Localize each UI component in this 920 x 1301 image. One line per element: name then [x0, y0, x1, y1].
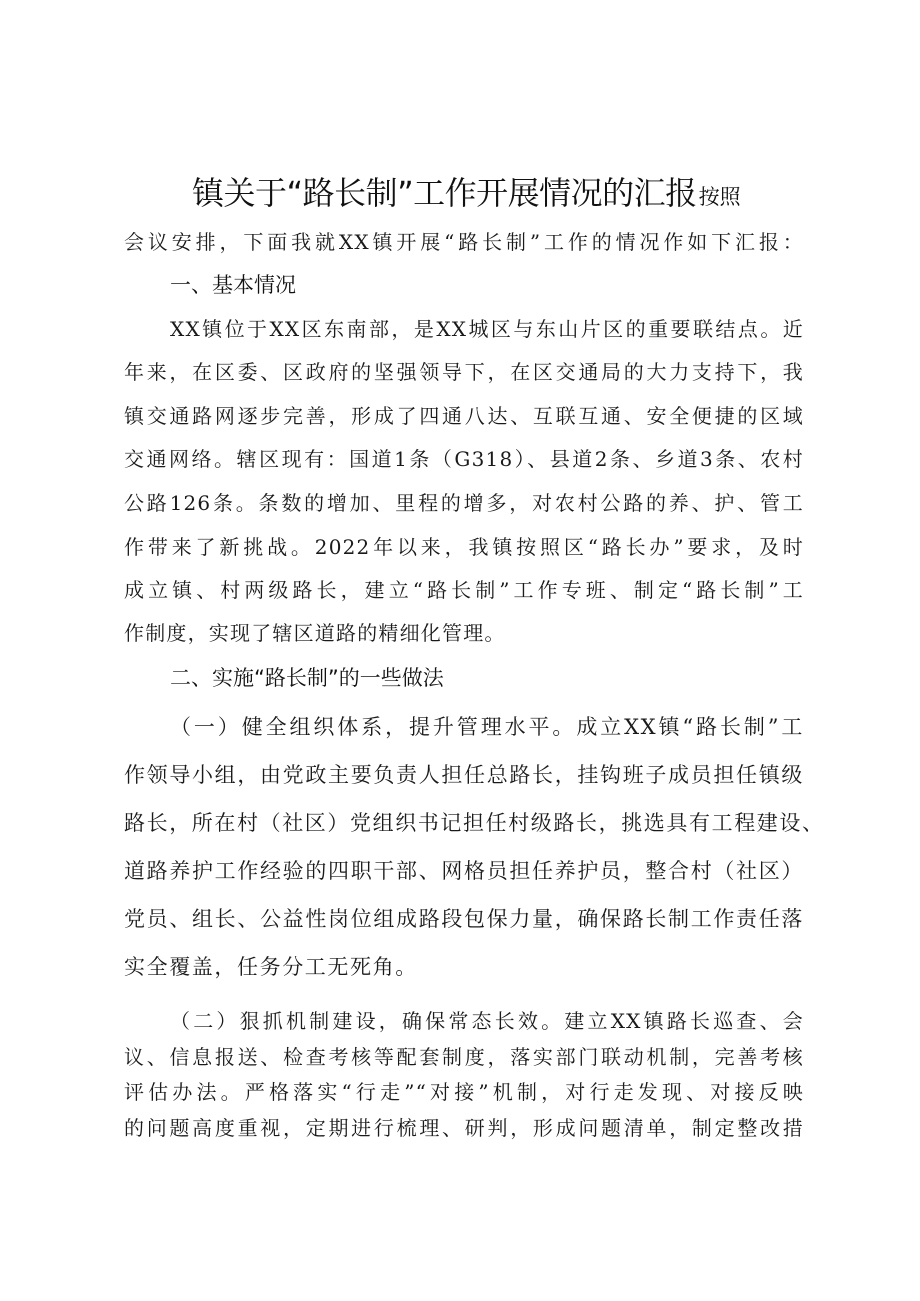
- paragraph-line: 道路养护工作经验的四职干部、网格员担任养护员，整合村（社区）: [124, 859, 804, 883]
- title-tail-text: 按照: [698, 185, 741, 209]
- paragraph-line: 作领导小组，由党政主要负责人担任总路长，挂钩班子成员担任镇级: [124, 763, 804, 787]
- paragraph-line: （一）健全组织体系，提升管理水平。成立XX镇“路长制”工: [170, 715, 804, 739]
- paragraph-line: XX镇位于XX区东南部，是XX城区与东山片区的重要联结点。近: [170, 317, 804, 341]
- section-heading-basic: 一、基本情况: [170, 273, 296, 297]
- paragraph-line: 实全覆盖，任务分工无死角。: [124, 955, 418, 979]
- paragraph-line: 作制度，实现了辖区道路的精细化管理。: [124, 621, 506, 645]
- paragraph-line: 的问题高度重视，定期进行梳理、研判，形成问题清单，制定整改措: [124, 1116, 804, 1140]
- paragraph-line: 作带来了新挑战。2022年以来，我镇按照区“路长办”要求，及时: [124, 535, 804, 559]
- paragraph-line: 年来，在区委、区政府的坚强领导下，在区交通局的大力支持下，我: [124, 360, 804, 384]
- paragraph-line: 议、信息报送、检查考核等配套制度，落实部门联动机制，完善考核: [124, 1045, 804, 1069]
- paragraph-line: 交通网络。辖区现有：国道1条（G318）、县道2条、乡道3条、农村: [124, 447, 804, 471]
- title-text: 镇关于“路长制”工作开展情况的汇报: [192, 174, 697, 212]
- document-title: [192, 168, 741, 214]
- paragraph-line: 公路126条。条数的增加、里程的增多，对农村公路的养、护、管工: [124, 491, 804, 515]
- paragraph-line: 评估办法。严格落实“行走”“对接”机制，对行走发现、对接反映: [124, 1080, 804, 1104]
- section-heading-practices: 二、实施“路长制”的一些做法: [170, 666, 444, 690]
- paragraph-line: 党员、组长、公益性岗位组成路段包保力量，确保路长制工作责任落: [124, 907, 804, 931]
- paragraph-line: 镇交通路网逐步完善，形成了四通八达、互联互通、安全便捷的区域: [124, 404, 804, 428]
- paragraph-line: 路长，所在村（社区）党组织书记担任村级路长，挑选具有工程建设、: [124, 811, 825, 835]
- paragraph-line: （二）狠抓机制建设，确保常态长效。建立XX镇路长巡查、会: [170, 1009, 804, 1033]
- intro-line: 会议安排，下面我就XX镇开展“路长制”工作的情况作如下汇报：: [124, 230, 804, 254]
- paragraph-line: 成立镇、村两级路长，建立“路长制”工作专班、制定“路长制”工: [124, 578, 804, 602]
